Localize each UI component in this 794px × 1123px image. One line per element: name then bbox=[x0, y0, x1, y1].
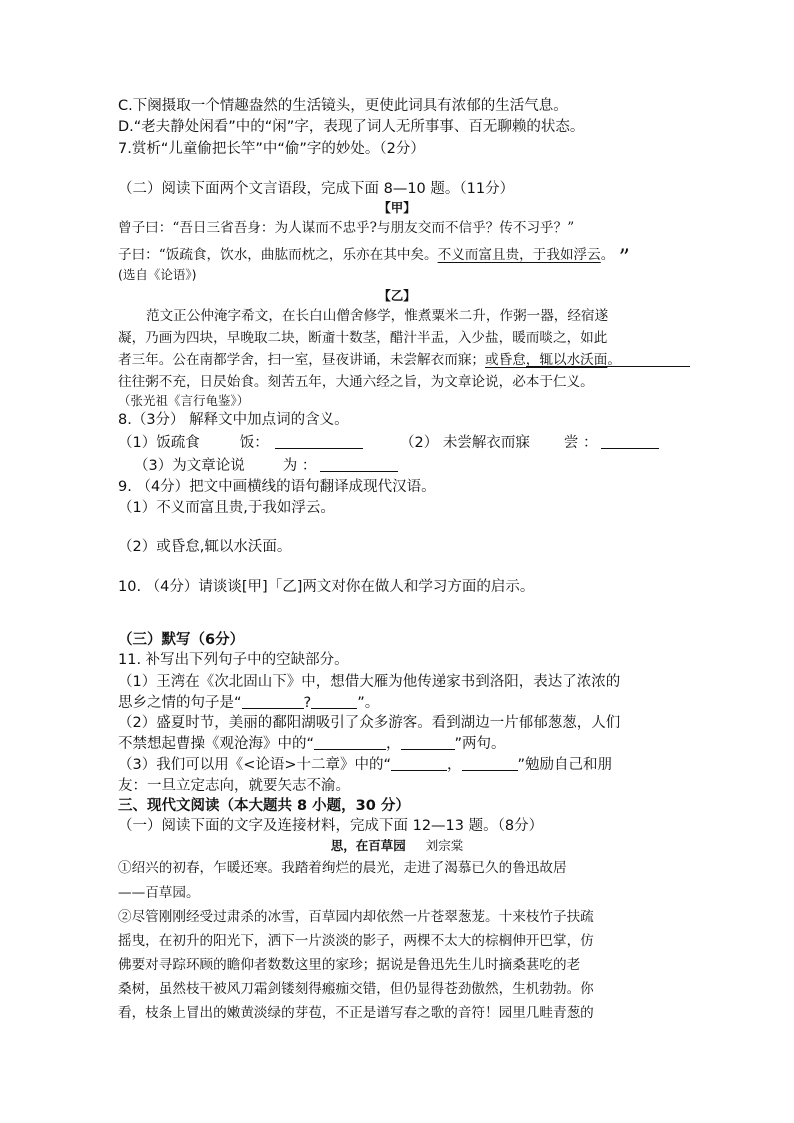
q11-item-1-prompt: 思乡之情的句子是“ bbox=[118, 695, 242, 711]
yi-source: （张光祖《言行龟鉴》） bbox=[118, 393, 250, 408]
q11-item-2-line-1: （2）盛夏时节，美丽的鄱阳湖吸引了众多游客。看到湖边一片郁郁葱葱，人们 bbox=[118, 715, 621, 731]
section3-heading: （三）默写（6分） bbox=[118, 632, 245, 648]
jia-source: (选自《论语》) bbox=[118, 267, 197, 282]
q8-item-3-word: 为 ： bbox=[282, 458, 317, 474]
q8-stem: 8.（3分） 解释文中加点词的含义。 bbox=[118, 412, 349, 428]
q6-option-d: D.“老夫静处闲看”中的“闲”字，表现了词人无所事事、百无聊赖的状态。 bbox=[118, 119, 585, 135]
yi-line-4: 往往粥不充，日昃始食。刻苦五年，大通六经之旨，为文章论说，必本于仁义。 bbox=[118, 374, 594, 390]
q11-item-3-end: ”勉励自己和朋 bbox=[517, 757, 613, 773]
q8-item-2-word: 尝 ： bbox=[563, 435, 598, 451]
q11-item-3-separator: ， bbox=[447, 757, 462, 773]
section2-heading: （二）阅读下面两个文言语段，完成下面 8—10 题。（11分） bbox=[118, 181, 515, 197]
jia-line-1: 曾子曰：“吾日三省吾身：为人谋而不忠乎?与朋友交而不信乎？传不习乎？” bbox=[118, 220, 575, 236]
q9-stem: 9. （4分）把文中画横线的语句翻译成现代汉语。 bbox=[118, 479, 436, 495]
q11-item-1-end: ”。 bbox=[357, 695, 380, 711]
para-2-line-3: 佛要对寻踪环顾的瞻仰者数数这里的家珍；据说是鲁迅先生儿时摘桑葚吃的老 bbox=[118, 957, 581, 973]
q7-question: 7.赏析“儿童偷把长竿”中“偷”字的妙处。（2分） bbox=[118, 141, 425, 157]
q11-item-2-blank-a[interactable] bbox=[314, 735, 386, 750]
q11-item-3-blank-b[interactable] bbox=[462, 756, 518, 771]
q10-question: 10. （4分）请谈谈[甲]「乙]两文对你在做人和学习方面的启示。 bbox=[118, 579, 535, 595]
yi-line-3 bbox=[118, 350, 621, 370]
yi-line-3-start: 者三年。公在南都学舍，扫一室，昼夜讲诵，未尝解衣而寐； bbox=[118, 352, 486, 368]
part3-sub1-heading: （一）阅读下面的文字及连接材料，完成下面 12—13 题。（8分） bbox=[118, 818, 544, 834]
jia-line-2-start: 子曰：“饭疏食，饮水，曲肱而枕之，乐亦在其中矣。 bbox=[118, 247, 438, 263]
q11-item-1-line-1: （1）王湾在《次北固山下》中，想借大雁为他传递家书到洛阳，表达了浓浓的 bbox=[118, 674, 621, 690]
q11-item-1-blank-a[interactable] bbox=[242, 694, 304, 709]
article-title-line bbox=[0, 836, 794, 856]
yi-line-3-period: 。 bbox=[607, 352, 621, 368]
q8-item-1-label: （1）饭疏食 bbox=[118, 435, 200, 451]
q11-item-1-blank-b[interactable] bbox=[311, 694, 357, 709]
q8-item-1-word: 饭： bbox=[239, 435, 269, 451]
para-2-line-4: 桑树，虽然枝干被风刀霜剑镂刻得瘢痂交错，但仍显得苍劲傲然，生机勃勃。你 bbox=[118, 981, 594, 997]
q8-item-3-answer-blank[interactable] bbox=[320, 457, 398, 472]
q11-item-3-line-1 bbox=[118, 755, 612, 775]
q11-stem: 11. 补写出下列句子中的空缺部分。 bbox=[118, 652, 349, 668]
passage-jia-title: 【甲】 bbox=[378, 200, 416, 215]
q8-item-2 bbox=[400, 433, 659, 453]
q8-item-2-label: （2） 未尝解衣而寐 bbox=[400, 435, 530, 451]
q11-item-1-line-2 bbox=[118, 693, 379, 713]
para-2-line-1: ②尽管刚刚经受过肃杀的冰雪，百草园内却依然一片苍翠葱茏。十来枝竹子扶疏 bbox=[118, 909, 594, 925]
q8-item-1 bbox=[118, 433, 363, 453]
part3-heading: 三、现代文阅读（本大题共 8 小题，30 分） bbox=[118, 798, 410, 814]
yi-line-2: 凝，乃画为四块，早晚取二块，断齑十数茎，醋汁半盂，入少盐，暖而啖之，如此 bbox=[118, 330, 608, 346]
jia-line-2-period: 。 bbox=[600, 247, 615, 263]
q8-item-2-answer-blank[interactable] bbox=[601, 434, 659, 449]
passage-yi-title: 【乙】 bbox=[378, 288, 416, 303]
article-author: 刘宗棠 bbox=[425, 838, 464, 853]
q11-item-3-blank-a[interactable] bbox=[391, 756, 447, 771]
yi-underlined-sentence: 或昏怠，辄以水沃面 bbox=[485, 352, 608, 368]
q11-item-3-line-2: 友：一旦立定志向，就要矢志不渝。 bbox=[118, 778, 350, 794]
q11-item-1-separator: ? bbox=[303, 695, 312, 711]
para-2-line-2: 摇曳，在初升的阳光下，洒下一片淡淡的影子，两棵不太大的棕榈伸开巴掌，仿 bbox=[118, 933, 594, 949]
q11-item-2-separator: ， bbox=[386, 736, 401, 752]
para-2-line-5: 看，枝条上冒出的嫩黄淡绿的芽苞，不正是谱写春之歌的音符！园里几畦青葱的 bbox=[118, 1005, 594, 1021]
article-title: 思，在百草园 bbox=[330, 838, 406, 853]
para-1-line-1: ①绍兴的初春，乍暖还寒。我踏着绚烂的晨光，走进了渴慕已久的鲁迅故居 bbox=[118, 860, 567, 876]
q11-item-2-end: ”两句。 bbox=[454, 736, 506, 752]
q11-item-2-prompt: 不禁想起曹操《观沧海》中的“ bbox=[118, 736, 315, 752]
q8-item-3 bbox=[134, 456, 398, 476]
q9-item-2: （2）或昏怠,辄以水沃面。 bbox=[118, 539, 292, 555]
q8-item-3-label: （3）为文章论说 bbox=[134, 458, 245, 474]
q11-item-2-line-2 bbox=[118, 734, 506, 754]
q11-item-3-prompt: （3）我们可以用《<论语>十二章》中的“ bbox=[118, 757, 392, 773]
q8-item-1-answer-blank[interactable] bbox=[275, 434, 363, 449]
para-1-line-2: ——百草园。 bbox=[118, 885, 200, 901]
jia-closing-quote: ” bbox=[618, 246, 630, 271]
q6-option-c: C.下阕摄取一个情趣盎然的生活镜头，更使此词具有浓郁的生活气息。 bbox=[118, 98, 568, 114]
yi-underline-extension bbox=[526, 366, 690, 367]
q9-item-1: （1）不义而富且贵,于我如浮云。 bbox=[118, 500, 335, 516]
q11-item-2-blank-b[interactable] bbox=[401, 735, 455, 750]
jia-underlined-sentence: 不义而富且贵，于我如浮云 bbox=[437, 247, 601, 263]
yi-line-1: 范文正公仲淹字希文，在长白山僧舍修学，惟煮粟米二升，作粥一器，经宿遂 bbox=[146, 308, 609, 324]
